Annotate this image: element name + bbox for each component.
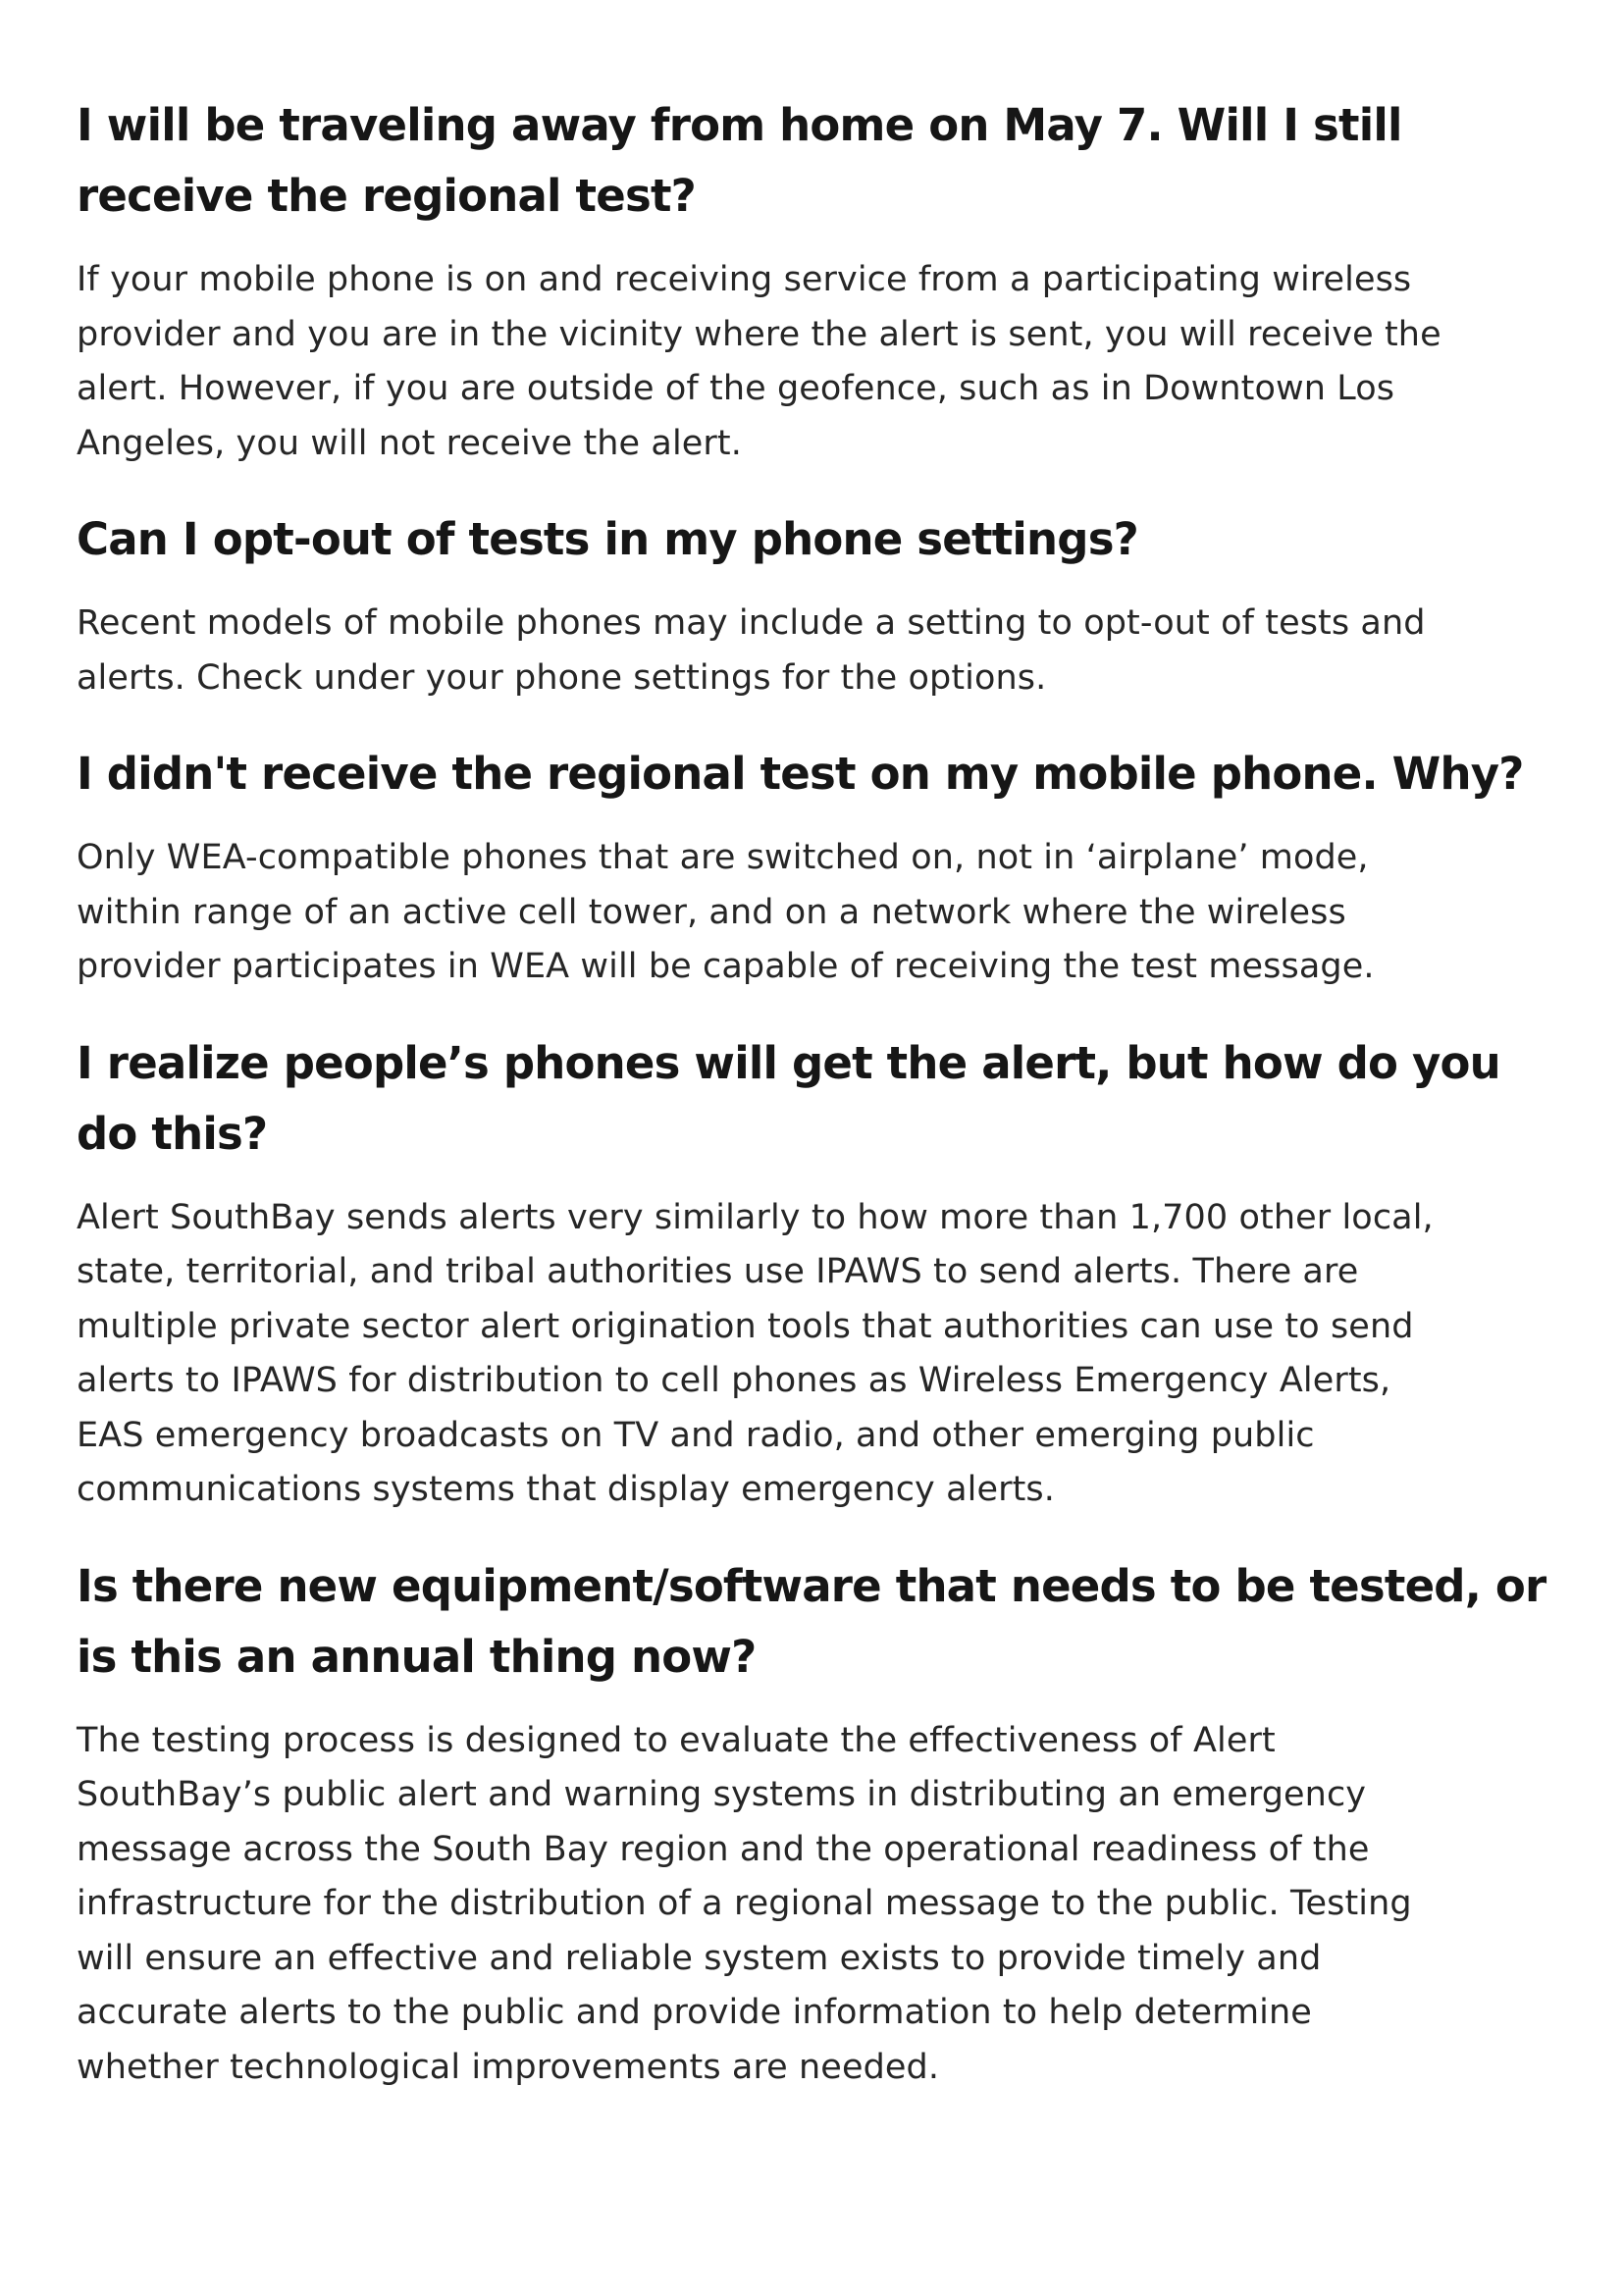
faq-answer: The testing process is designed to evaluate the effectiveness of Alert SouthBay’s public alert and warning systems in distributing an emergency message across the South Bay region and the operational readiness of the infrastructure for the distribution of a regional message to the public. Testing will ensure an effective and reliable system exists to provide timely and accurate alerts to the public and provide information to help determine whether technological improvements are needed. <box>77 1720 1412 2087</box>
faq-item-annual-test <box>77 1551 1568 2096</box>
faq-answer: Alert SouthBay sends alerts very similarly to how more than 1,700 other local, state, territorial, and tribal authorities use IPAWS to send alerts. There are multiple private sector alert origination tools that authorities can use to send alerts to IPAWS for distribution to cell phones as Wireless Emergency Alerts, EAS emergency broadcasts on TV and radio, and other emerging public communications systems that display emergency alerts. <box>77 1197 1434 1509</box>
faq-page <box>77 90 1568 2128</box>
faq-question: Is there new equipment/software that needs to be tested, or is this an annual thing now? <box>77 1559 1546 1683</box>
faq-question: I will be traveling away from home on May 7. Will I still receive the regional test? <box>77 99 1402 222</box>
faq-answer: If your mobile phone is on and receiving service from a participating wireless provider and you are in the vicinity where the alert is sent, you will receive the alert. However, if you are outside of the geofence, such as in Downtown Los Angeles, you will not receive the alert. <box>77 260 1441 463</box>
faq-answer: Only WEA-compatible phones that are switched on, not in ‘airplane’ mode, within range of an active cell tower, and on a network where the wireless provider participates in WEA will be capable of receiving the test message. <box>77 838 1375 986</box>
faq-answer: Recent models of mobile phones may include a setting to opt-out of tests and alerts. Check under your phone settings for the options. <box>77 603 1426 698</box>
faq-item-not-received <box>77 739 1568 995</box>
faq-question: I realize people’s phones will get the alert, but how do you do this? <box>77 1036 1500 1160</box>
faq-question: Can I opt-out of tests in my phone settings? <box>77 513 1138 565</box>
faq-item-opt-out <box>77 504 1568 705</box>
faq-item-traveling <box>77 90 1568 471</box>
faq-item-how-it-works <box>77 1028 1568 1518</box>
faq-question: I didn't receive the regional test on my mobile phone. Why? <box>77 748 1524 800</box>
